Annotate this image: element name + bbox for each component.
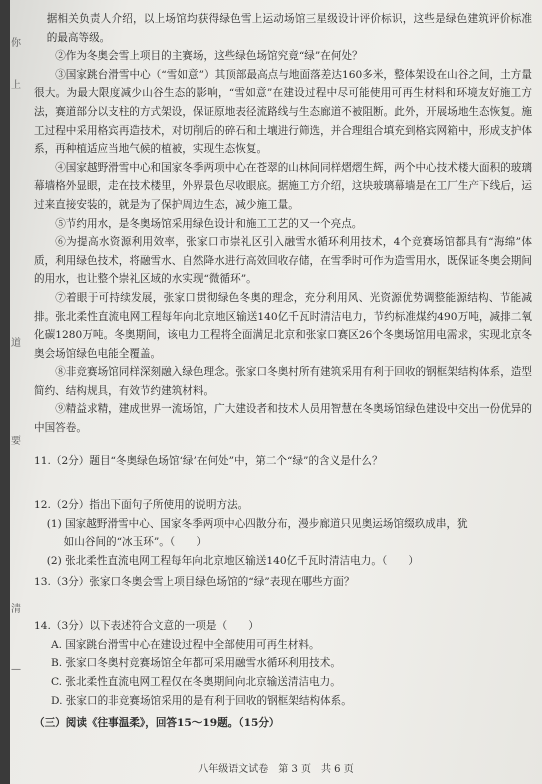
question-12-part-1-cont: 如山谷间的“冰玉环”。（ ） bbox=[63, 536, 207, 549]
margin-mark: — bbox=[11, 664, 21, 675]
margin-mark: 你 bbox=[11, 38, 21, 49]
page-footer: 八年级语文试卷 第 3 页 共 6 页 bbox=[198, 764, 354, 775]
question-14-option-a: A. 国家跳台滑雪中心在建设过程中全部使用可再生材料。 bbox=[50, 638, 320, 651]
margin-mark: 要 bbox=[11, 436, 21, 447]
question-12-part-1: (1) 国家越野滑雪中心、国家冬季两项中心四散分布，漫步廊道只见奥运场馆缀玖成串，犹 bbox=[46, 517, 468, 530]
question-12: 12.（2分）指出下面句子所使用的说明方法。 bbox=[34, 499, 249, 512]
page-content bbox=[34, 10, 532, 733]
passage-paragraph: ⑤节约用水，是冬奥场馆采用绿色设计和施工工艺的又一个亮点。 bbox=[55, 217, 363, 230]
question-11: 11.（2分）题目“冬奥绿色场馆‘绿’在何处”中，第二个“绿”的含义是什么？ bbox=[34, 454, 383, 467]
margin-mark: 上 bbox=[11, 80, 21, 91]
passage-paragraph: ②作为冬奥会雪上项目的主赛场，这些绿色场馆究竟“绿”在何处？ bbox=[55, 50, 363, 63]
question-12-part-2: (2) 张北柔性直流电网工程每年向北京地区输送140亿千瓦时清洁电力。（ ） bbox=[46, 555, 420, 568]
passage-paragraph: ③国家跳台滑雪中心（“雪如意”）其顶部最高点与地面落差达160多米，整体架设在山谷之间，土方量很大。为最大限度减少山谷生态的影响，“雪如意”在建设过程中尽可能使用可再生材料和环境友好施工方法，赛道部分以支柱的方式架设，保证原地表径流路线与生态廊道不被阻断。此外，开展场地生态恢复。施工过程中采用格宾再造技术，对切削后的碎石和土壤进行筛选，并合理组合填充到格宾网箱中，形成支护体系，再种植适应当地气候的植被，实现生态恢复。 bbox=[34, 68, 532, 156]
answer-space[interactable] bbox=[34, 591, 532, 613]
margin-mark: 清 bbox=[11, 604, 21, 615]
question-14-option-b: B. 张家口冬奥村竞赛场馆全年都可采用融雪水循环利用技术。 bbox=[50, 657, 341, 670]
passage-paragraph: ⑧非竞赛场馆同样深刻融入绿色理念。张家口冬奥村所有建筑采用有利于回收的钢框架结构体系，造型简约、结构规具，有效节约建筑材料。 bbox=[34, 366, 532, 397]
question-14-option-d: D. 张家口的非竞赛场馆采用的是有利于回收的钢框架结构体系。 bbox=[50, 694, 352, 707]
passage-paragraph: ⑨精益求精，建成世界一流场馆，广大建设者和技术人员用智慧在冬奥场馆绿色建设中交出一份优异的中国答卷。 bbox=[34, 403, 532, 435]
passage-paragraph: 据相关负责人介绍，以上场馆均获得绿色雪上运动场馆三星级设计评价标识，这些是绿色建筑评价标准的最高等级。 bbox=[46, 13, 532, 44]
passage-paragraph: ⑥为提高水资源利用效率，张家口市崇礼区引入融雪水循环利用技术，4个竞赛场馆都具有“海绵”体质，利用绿色技术，将融雪水、自然降水进行高效回收存储，在雪季时可作为造雪用水，既保证冬奥会期间的用水，也让整个崇礼区域的水实现“微循环”。 bbox=[34, 236, 532, 286]
question-14-option-c: C. 张北柔性直流电网工程仅在冬奥期间向北京输送清洁电力。 bbox=[50, 676, 341, 688]
passage-paragraph: ④国家越野滑雪中心和国家冬季两项中心在苍翠的山林间同样熠熠生辉，两个中心技术楼大面积的玻璃幕墙格外显眼，走在技术楼里，外界景色尽收眼底。据施工方介绍，这块玻璃幕墙是在工厂生产下线后，运过来直接安装的，就是为了保护周边生态，减少施工量。 bbox=[34, 161, 532, 211]
question-13: 13.（3分）张家口冬奥会雪上项目绿色场馆的“绿”表现在哪些方面？ bbox=[34, 575, 355, 588]
answer-space[interactable] bbox=[34, 470, 532, 492]
binding-margin bbox=[10, 0, 24, 784]
margin-mark: 道 bbox=[11, 338, 21, 349]
exam-sheet bbox=[10, 0, 542, 784]
question-14: 14.（3分）以下表述符合文意的一项是（ ） bbox=[34, 620, 259, 633]
section-3-heading: （三）阅读《往事温柔》，回答15～19题。（15分） bbox=[34, 717, 280, 730]
passage-paragraph: ⑦着眼于可持续发展，张家口贯彻绿色冬奥的理念，充分利用风、光资源优势调整能源结构、节能减排。张北柔性直流电网工程每年向北京地区输送140亿千瓦时清洁电力，节约标准煤约490万吨，减排二氧化碳1280万吨。冬奥期间，该电力工程将全面满足北京和张家口赛区26个冬奥场馆用电需求，实现北京冬奥会场馆绿色电能全覆盖。 bbox=[34, 291, 532, 360]
